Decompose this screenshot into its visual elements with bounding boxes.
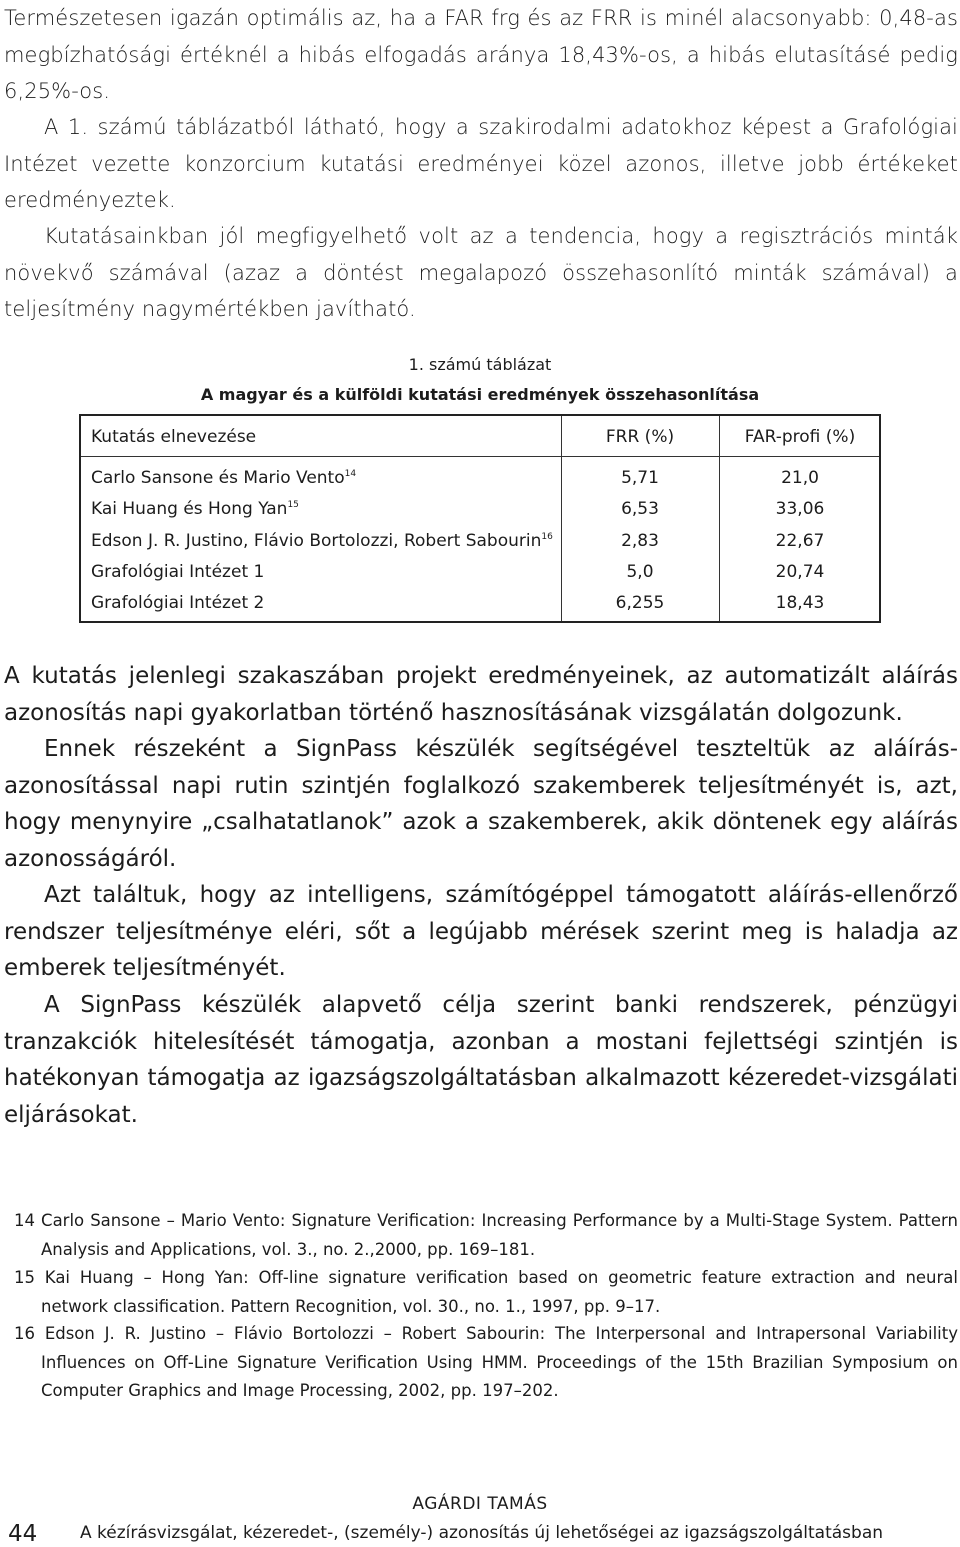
footnote-14: 14 Carlo Sansone – Mario Vento: Signature Verification: Increasing Performance by a Multi-Stage System. Pattern Analysis and Applications, vol. 3., no. 2.,2000, pp. 169–181. bbox=[14, 1211, 958, 1259]
table-row-far: 18,43 bbox=[775, 593, 825, 613]
table-row-far: 20,74 bbox=[775, 562, 825, 582]
paragraph-signpass-purpose: A SignPass készülék alapvető célja szerint banki rendszerek, pénzügyi tranzakciók hitelesítését támogatja, azonban a mostani fejlettségi szintjén is hatékonyan támogatja az igazságszolgáltatásban alkalmazott kézeredet-vizsgálati eljárásokat. bbox=[4, 992, 958, 1128]
footnote-15: 15 Kai Huang – Hong Yan: Off-line signature verification based on geometric feature extraction and neural network classification. Pattern Recognition, vol. 30., no. 1., 1997, pp. 9–17. bbox=[14, 1268, 958, 1316]
paragraph-table-reference: A 1. számú táblázatból látható, hogy a szakirodalmi adatokhoz képest a Grafológiai Intézet vezette konzorcium kutatási eredményei közel azonos, illetve jobb értékeket eredményeztek. bbox=[4, 115, 958, 212]
table-row-name bbox=[91, 467, 356, 489]
column-header-far: FAR-profi (%) bbox=[744, 427, 856, 447]
row-name-text: Kai Huang és Hong Yan bbox=[91, 499, 288, 519]
table-row-frr: 5,71 bbox=[621, 468, 659, 488]
paragraph-signpass-test: Ennek részeként a SignPass készülék segítségével teszteltük az aláírás-azonosítással napi rutin szintjén foglalkozó szakemberek teljesítményét is, azt, hogy menynyire „csalhatatlanok” azok a szakemberek, akik döntenek egy aláírás azonosságáról. bbox=[4, 736, 958, 872]
paragraph-finding: Azt találtuk, hogy az intelligens, számítógéppel támogatott aláírás-ellenőrző rendszer teljesítménye eléri, sőt a legújabb mérések szerint meg is haladja az emberek teljesítményét. bbox=[4, 882, 958, 981]
footnote-ref: 16 bbox=[541, 532, 553, 542]
row-name-text: Edson J. R. Justino, Flávio Bortolozzi, Robert Sabourin bbox=[91, 531, 542, 551]
paragraph-current-phase: A kutatás jelenlegi szakaszában projekt eredményeinek, az automatizált aláírás azonosítás napi gyakorlatban történő hasznosításának vizsgálatán dolgozunk. bbox=[4, 663, 958, 726]
column-header-frr: FRR (%) bbox=[605, 427, 675, 447]
table-row-frr: 6,53 bbox=[621, 499, 659, 519]
running-head-title: A kézírásvizsgálat, kézeredet-, (személy-) azonosítás új lehetőségei az igazságszolgáltatásban bbox=[80, 1523, 884, 1543]
table-row-name: Grafológiai Intézet 2 bbox=[91, 593, 265, 613]
table-row-name bbox=[91, 498, 299, 520]
running-head-author: AGÁRDI TAMÁS bbox=[412, 1494, 548, 1514]
table-row-far: 33,06 bbox=[775, 499, 825, 519]
table-row-name bbox=[91, 530, 553, 552]
row-name-text: Carlo Sansone és Mario Vento bbox=[91, 468, 345, 488]
column-header-name: Kutatás elnevezése bbox=[91, 427, 257, 447]
table-row-far: 22,67 bbox=[775, 531, 825, 551]
results-table bbox=[79, 414, 881, 623]
table-caption-number: 1. számú táblázat bbox=[408, 355, 552, 374]
table-row-frr: 2,83 bbox=[621, 531, 659, 551]
footnote-16: 16 Edson J. R. Justino – Flávio Bortolozzi – Robert Sabourin: The Interpersonal and Intrapersonal Variability Influences on Off-Line Signature Verification Using HMM. Proceedings of the 15th Brazilian Symposium on Computer Graphics and Image Processing, 2002, pp. 197–202. bbox=[14, 1324, 958, 1400]
table-row-far: 21,0 bbox=[781, 468, 819, 488]
table-header-divider bbox=[81, 456, 879, 457]
page-number: 44 bbox=[8, 1521, 38, 1547]
paragraph-far-frr: Természetesen igazán optimális az, ha a FAR frg és az FRR is minél alacsonyabb: 0,48-as megbízhatósági értéknél a hibás elfogadás aránya 18,43%-os, a hibás elutasításé pedig 6,25%-os. bbox=[4, 6, 958, 103]
table-row-name: Grafológiai Intézet 1 bbox=[91, 562, 265, 582]
paragraph-tendency: Kutatásainkban jól megfigyelhető volt az a tendencia, hogy a regisztrációs minták növekvő számával (azaz a döntést megalapozó összehasonlító minták számával) a teljesítmény nagymértékben javítható. bbox=[4, 224, 958, 321]
footnote-ref: 14 bbox=[344, 469, 357, 479]
table-row-frr: 5,0 bbox=[626, 562, 654, 582]
table-row-frr: 6,255 bbox=[615, 593, 665, 613]
footnote-ref: 15 bbox=[287, 500, 299, 510]
table-caption-title: A magyar és a külföldi kutatási eredmények összehasonlítása bbox=[200, 385, 760, 404]
